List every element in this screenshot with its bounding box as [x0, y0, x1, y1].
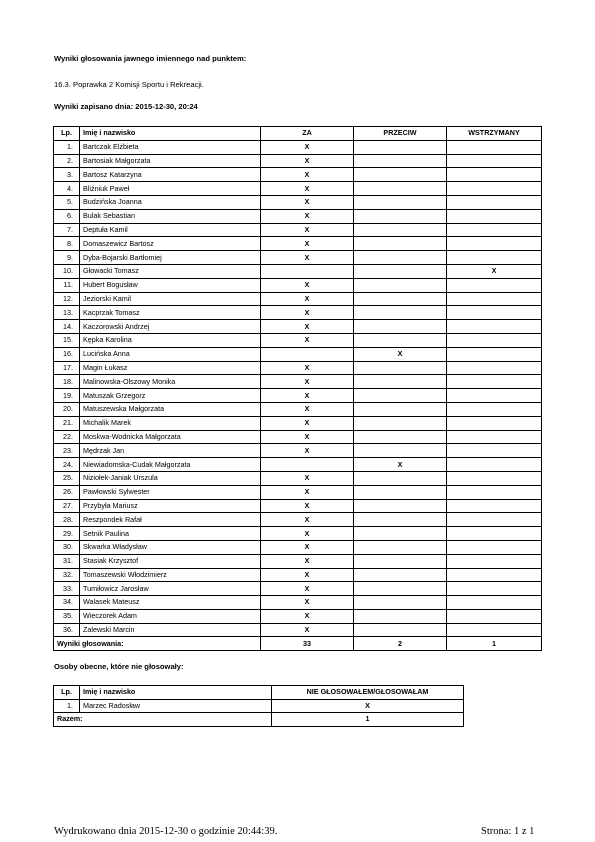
table-row [54, 320, 542, 334]
table-row [54, 499, 542, 513]
table-row [54, 430, 542, 444]
vote-za-cell: X [261, 499, 354, 513]
row-number: 25. [54, 471, 80, 485]
vote-za-cell: X [261, 140, 354, 154]
recorded-date: Wyniki zapisano dnia: 2015-12-30, 20:24 [54, 102, 198, 111]
vote-za-cell: X [261, 554, 354, 568]
vote-wstrzymany-cell [447, 458, 542, 472]
row-name: Tomaszewski Włodzimierz [80, 568, 261, 582]
table-row [54, 223, 542, 237]
col-lp-header: Lp. [54, 127, 80, 141]
row-name: Marzec Radosław [80, 699, 272, 713]
vote-za-cell: X [261, 582, 354, 596]
vote-przeciw-cell [354, 251, 447, 265]
vote-przeciw-cell [354, 209, 447, 223]
row-name: Michalik Marek [80, 416, 261, 430]
vote-wstrzymany-cell [447, 154, 542, 168]
row-number: 18. [54, 375, 80, 389]
row-number: 26. [54, 485, 80, 499]
vote-za-cell: X [261, 596, 354, 610]
vote-przeciw-cell: X [354, 458, 447, 472]
vote-przeciw-cell [354, 540, 447, 554]
row-name: Pawłowski Sylwester [80, 485, 261, 499]
vote-wstrzymany-cell [447, 609, 542, 623]
row-number: 13. [54, 306, 80, 320]
row-number: 19. [54, 389, 80, 403]
row-name: Kacprzak Tomasz [80, 306, 261, 320]
table-row [54, 209, 542, 223]
vote-wstrzymany-cell [447, 292, 542, 306]
vote-wstrzymany-cell [447, 237, 542, 251]
vote-wstrzymany-cell [447, 540, 542, 554]
vote-wstrzymany-cell [447, 140, 542, 154]
row-name: Budzińska Joanna [80, 195, 261, 209]
vote-przeciw-cell [354, 471, 447, 485]
vote-wstrzymany-cell [447, 582, 542, 596]
row-number: 35. [54, 609, 80, 623]
vote-za-cell [261, 264, 354, 278]
total-wstrzymany: 1 [447, 637, 542, 651]
vote-za-cell: X [261, 513, 354, 527]
vote-wstrzymany-cell [447, 402, 542, 416]
row-name: Setnik Paulina [80, 527, 261, 541]
row-name: Magin Łukasz [80, 361, 261, 375]
table-row [54, 402, 542, 416]
row-name: Hubert Bogusław [80, 278, 261, 292]
row-name: Bartczak Elżbieta [80, 140, 261, 154]
vote-za-cell: X [261, 182, 354, 196]
vote-przeciw-cell [354, 237, 447, 251]
col-za-header: ZA [261, 127, 354, 141]
vote-przeciw-cell [354, 182, 447, 196]
row-number: 34. [54, 596, 80, 610]
col-name-header: Imię i nazwisko [80, 127, 261, 141]
vote-za-cell: X [261, 292, 354, 306]
absent-col-name-header: Imię i nazwisko [80, 686, 272, 700]
vote-za-cell: X [261, 389, 354, 403]
row-number: 5. [54, 195, 80, 209]
vote-przeciw-cell [354, 306, 447, 320]
vote-wstrzymany-cell [447, 513, 542, 527]
vote-przeciw-cell [354, 416, 447, 430]
vote-przeciw-cell [354, 195, 447, 209]
table-row [54, 416, 542, 430]
row-name: Bulak Sebastian [80, 209, 261, 223]
votes-totals-row [54, 637, 542, 651]
row-number: 20. [54, 402, 80, 416]
vote-za-cell: X [261, 154, 354, 168]
vote-przeciw-cell [354, 623, 447, 637]
vote-wstrzymany-cell [447, 568, 542, 582]
row-name: Stasiak Krzysztof [80, 554, 261, 568]
vote-przeciw-cell [354, 582, 447, 596]
table-row [54, 458, 542, 472]
vote-przeciw-cell [354, 430, 447, 444]
vote-wstrzymany-cell [447, 485, 542, 499]
vote-przeciw-cell [354, 375, 447, 389]
table-row [54, 237, 542, 251]
totals-label: Wyniki głosowania: [54, 637, 261, 651]
not-voted-cell: X [272, 699, 464, 713]
table-row [54, 540, 542, 554]
row-name: Bliźniuk Paweł [80, 182, 261, 196]
absent-header-row [54, 686, 464, 700]
absent-total-row [54, 713, 464, 727]
vote-wstrzymany-cell [447, 623, 542, 637]
table-row [54, 699, 464, 713]
table-row [54, 582, 542, 596]
row-number: 30. [54, 540, 80, 554]
row-number: 36. [54, 623, 80, 637]
vote-wstrzymany-cell [447, 209, 542, 223]
absent-col-status-header: NIE GŁOSOWAŁEM/GŁOSOWAŁAM [272, 686, 464, 700]
vote-za-cell: X [261, 223, 354, 237]
row-number: 1. [54, 140, 80, 154]
vote-przeciw-cell [354, 513, 447, 527]
vote-przeciw-cell: X [354, 347, 447, 361]
row-number: 9. [54, 251, 80, 265]
vote-przeciw-cell [354, 568, 447, 582]
vote-przeciw-cell [354, 596, 447, 610]
vote-za-cell: X [261, 527, 354, 541]
vote-wstrzymany-cell [447, 182, 542, 196]
table-row [54, 623, 542, 637]
row-name: Niewiadomska-Cudak Małgorzata [80, 458, 261, 472]
row-number: 28. [54, 513, 80, 527]
row-name: Moskwa-Wodnicka Małgorzata [80, 430, 261, 444]
vote-za-cell: X [261, 540, 354, 554]
vote-przeciw-cell [354, 264, 447, 278]
vote-za-cell: X [261, 361, 354, 375]
row-number: 15. [54, 333, 80, 347]
row-name: Matuszak Grzegorz [80, 389, 261, 403]
row-number: 14. [54, 320, 80, 334]
vote-przeciw-cell [354, 333, 447, 347]
vote-przeciw-cell [354, 402, 447, 416]
vote-za-cell: X [261, 485, 354, 499]
vote-wstrzymany-cell [447, 499, 542, 513]
vote-za-cell [261, 347, 354, 361]
vote-przeciw-cell [354, 154, 447, 168]
row-name: Mędrzak Jan [80, 444, 261, 458]
table-row [54, 264, 542, 278]
vote-wstrzymany-cell [447, 347, 542, 361]
votes-header-row [54, 127, 542, 141]
absent-col-lp-header: Lp. [54, 686, 80, 700]
total-za: 33 [261, 637, 354, 651]
page-number: Strona: 1 z 1 [481, 826, 535, 837]
vote-wstrzymany-cell [447, 430, 542, 444]
vote-za-cell: X [261, 168, 354, 182]
vote-za-cell: X [261, 333, 354, 347]
total-przeciw: 2 [354, 637, 447, 651]
document-title: Wyniki głosowania jawnego imiennego nad punktem: [54, 54, 247, 63]
vote-za-cell: X [261, 209, 354, 223]
vote-za-cell: X [261, 623, 354, 637]
table-row [54, 554, 542, 568]
row-name: Domaszewicz Bartosz [80, 237, 261, 251]
vote-wstrzymany-cell [447, 223, 542, 237]
row-number: 17. [54, 361, 80, 375]
row-number: 3. [54, 168, 80, 182]
table-row [54, 485, 542, 499]
table-row [54, 154, 542, 168]
vote-wstrzymany-cell [447, 306, 542, 320]
vote-przeciw-cell [354, 609, 447, 623]
table-row [54, 251, 542, 265]
absent-total-label: Razem: [54, 713, 272, 727]
table-row [54, 182, 542, 196]
vote-przeciw-cell [354, 485, 447, 499]
row-name: Reszpondek Rafał [80, 513, 261, 527]
vote-za-cell: X [261, 416, 354, 430]
row-name: Lucińska Anna [80, 347, 261, 361]
table-row [54, 596, 542, 610]
row-number: 23. [54, 444, 80, 458]
row-number: 21. [54, 416, 80, 430]
vote-przeciw-cell [354, 389, 447, 403]
vote-wstrzymany-cell [447, 361, 542, 375]
vote-za-cell: X [261, 609, 354, 623]
row-name: Malinowska-Olszowy Monika [80, 375, 261, 389]
agenda-item: 16.3. Poprawka 2 Komisji Sportu i Rekreacji. [54, 80, 204, 89]
row-name: Walasek Mateusz [80, 596, 261, 610]
vote-za-cell: X [261, 402, 354, 416]
table-row [54, 389, 542, 403]
row-name: Przybyła Mariusz [80, 499, 261, 513]
table-row [54, 347, 542, 361]
row-number: 1. [54, 699, 80, 713]
vote-przeciw-cell [354, 168, 447, 182]
table-row [54, 513, 542, 527]
row-name: Niziołek-Janiak Urszula [80, 471, 261, 485]
vote-przeciw-cell [354, 554, 447, 568]
vote-przeciw-cell [354, 361, 447, 375]
row-number: 6. [54, 209, 80, 223]
row-name: Kępka Karolina [80, 333, 261, 347]
vote-przeciw-cell [354, 278, 447, 292]
table-row [54, 375, 542, 389]
vote-za-cell: X [261, 320, 354, 334]
table-row [54, 527, 542, 541]
vote-za-cell: X [261, 430, 354, 444]
row-name: Bartosz Katarzyna [80, 168, 261, 182]
row-number: 27. [54, 499, 80, 513]
vote-za-cell: X [261, 278, 354, 292]
row-number: 33. [54, 582, 80, 596]
vote-za-cell: X [261, 237, 354, 251]
vote-za-cell: X [261, 375, 354, 389]
vote-za-cell: X [261, 568, 354, 582]
row-number: 24. [54, 458, 80, 472]
vote-wstrzymany-cell [447, 251, 542, 265]
vote-przeciw-cell [354, 444, 447, 458]
row-name: Matuszewska Małgorzata [80, 402, 261, 416]
vote-wstrzymany-cell [447, 168, 542, 182]
table-row [54, 471, 542, 485]
row-name: Kaczorowski Andrzej [80, 320, 261, 334]
row-number: 10. [54, 264, 80, 278]
vote-wstrzymany-cell [447, 471, 542, 485]
absent-table [53, 685, 464, 727]
table-row [54, 609, 542, 623]
row-name: Skwarka Władysław [80, 540, 261, 554]
absent-title: Osoby obecne, które nie głosowały: [54, 662, 184, 671]
row-number: 22. [54, 430, 80, 444]
vote-przeciw-cell [354, 292, 447, 306]
vote-wstrzymany-cell [447, 416, 542, 430]
row-number: 31. [54, 554, 80, 568]
row-name: Bartosiak Małgorzata [80, 154, 261, 168]
vote-wstrzymany-cell [447, 596, 542, 610]
vote-wstrzymany-cell [447, 375, 542, 389]
row-number: 12. [54, 292, 80, 306]
vote-za-cell: X [261, 444, 354, 458]
row-name: Jeziorski Kamil [80, 292, 261, 306]
vote-przeciw-cell [354, 223, 447, 237]
row-number: 11. [54, 278, 80, 292]
row-number: 2. [54, 154, 80, 168]
vote-za-cell [261, 458, 354, 472]
row-number: 32. [54, 568, 80, 582]
row-name: Dyba-Bojarski Bartłomiej [80, 251, 261, 265]
row-number: 16. [54, 347, 80, 361]
table-row [54, 278, 542, 292]
row-number: 7. [54, 223, 80, 237]
row-name: Zalewski Marcin [80, 623, 261, 637]
vote-za-cell: X [261, 251, 354, 265]
col-przeciw-header: PRZECIW [354, 127, 447, 141]
vote-za-cell: X [261, 471, 354, 485]
vote-wstrzymany-cell [447, 527, 542, 541]
row-name: Głowacki Tomasz [80, 264, 261, 278]
absent-total-value: 1 [272, 713, 464, 727]
vote-za-cell: X [261, 306, 354, 320]
table-row [54, 292, 542, 306]
row-number: 4. [54, 182, 80, 196]
row-name: Deptuła Kamil [80, 223, 261, 237]
table-row [54, 444, 542, 458]
vote-za-cell: X [261, 195, 354, 209]
vote-wstrzymany-cell [447, 389, 542, 403]
col-wstrzymany-header: WSTRZYMANY [447, 127, 542, 141]
vote-przeciw-cell [354, 499, 447, 513]
vote-wstrzymany-cell: X [447, 264, 542, 278]
table-row [54, 195, 542, 209]
vote-wstrzymany-cell [447, 333, 542, 347]
print-timestamp: Wydrukowano dnia 2015-12-30 o godzinie 20:44:39. [54, 826, 278, 837]
vote-wstrzymany-cell [447, 320, 542, 334]
votes-table [53, 126, 542, 651]
vote-wstrzymany-cell [447, 554, 542, 568]
table-row [54, 568, 542, 582]
vote-wstrzymany-cell [447, 444, 542, 458]
vote-przeciw-cell [354, 140, 447, 154]
table-row [54, 168, 542, 182]
vote-przeciw-cell [354, 320, 447, 334]
vote-przeciw-cell [354, 527, 447, 541]
row-name: Tumiłowicz Jarosław [80, 582, 261, 596]
table-row [54, 140, 542, 154]
row-number: 29. [54, 527, 80, 541]
vote-wstrzymany-cell [447, 278, 542, 292]
vote-wstrzymany-cell [447, 195, 542, 209]
table-row [54, 306, 542, 320]
row-number: 8. [54, 237, 80, 251]
table-row [54, 333, 542, 347]
table-row [54, 361, 542, 375]
row-name: Wieczorek Adam [80, 609, 261, 623]
